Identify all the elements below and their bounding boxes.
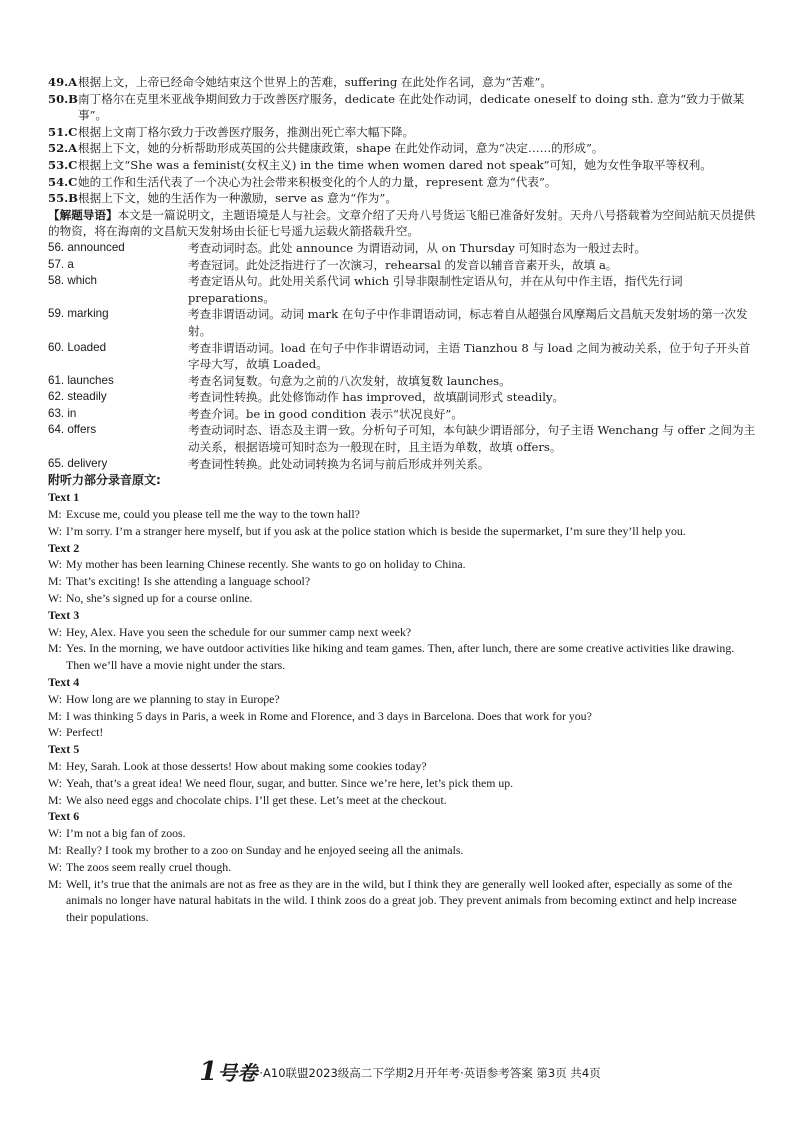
answer-explanation: 考查动词时态、语态及主谓一致。分析句子可知，本句缺少谓语部分，句子主语 Wenchang 与 offer 之间为主动关系，根据语境可知时态为一般现在时，且主语为单数，故填 offers。 (188, 423, 756, 455)
answer-word: 62. steadily (48, 390, 107, 404)
guide-text: 本文是一篇说明文，主题语境是人与社会。文章介绍了天舟八号货运飞船已准备好发射。天舟八号搭载着为空间站航天员提供的物资，将在海南的文昌航天发射场由长征七号遥九运载火箭搭载升空。 (48, 207, 756, 239)
answer-number: 52.A (48, 141, 78, 156)
dialogue-text: Well, it’s true that the animals are not as free as they are in the wild, but I think they are generally well looked after, especially as some of the animals no longer have natural habitats in the wild. I think zoos do a great job. They prevent animals from becoming extinct and help increase their populations. (66, 876, 737, 925)
dialogue-line (48, 792, 756, 809)
answer-item (48, 422, 756, 455)
answer-explanation: 根据上文“She was a feminist(女权主义) in the time when women dared not speak”可知，她为女性争取平等权利。 (78, 157, 712, 172)
dialogue-text: No, she’s signed up for a course online. (66, 591, 253, 606)
dialogue-line (48, 624, 756, 641)
dialogue-text: I’m sorry. I’m a stranger here myself, but if you ask at the police station which is beside the supermarket, I’m sure they’ll help you. (66, 523, 686, 538)
transcript-title: Text 3 (48, 607, 80, 622)
dialogue-line (48, 523, 756, 540)
page-footer (0, 1057, 800, 1087)
answer-explanation: 南丁格尔在克里米亚战争期间致力于改善医疗服务，dedicate 在此处作动词，dedicate oneself to doing sth. 意为“致力于做某事”。 (78, 91, 745, 123)
answer-item (48, 124, 756, 141)
answer-item (48, 157, 756, 174)
speaker-label: W: (48, 775, 62, 790)
speaker-label: W: (48, 523, 62, 538)
speaker-label: M: (48, 574, 62, 589)
answer-word: 63. in (48, 406, 77, 420)
speaker-label: W: (48, 826, 62, 841)
answer-item (48, 257, 756, 274)
answer-explanation: 她的工作和生活代表了一个决心为社会带来积极变化的个人的力量，represent 意为“代表”。 (78, 174, 557, 189)
answer-item (48, 406, 756, 423)
dialogue-text: How long are we planning to stay in Europe? (66, 691, 280, 706)
answer-item (48, 240, 756, 257)
answer-word: 56. announced (48, 240, 125, 254)
speaker-label: W: (48, 859, 62, 874)
guide-tag: 【解题导语】 (48, 207, 118, 222)
dialogue-text: The zoos seem really cruel though. (66, 859, 232, 874)
answer-explanation: 考查动词时态。此处 announce 为谓语动词，从 on Thursday 可知时态为一般过去时。 (188, 240, 647, 255)
answers-section-grammar (48, 240, 756, 472)
dialogue-text: I’m not a big fan of zoos. (66, 826, 186, 841)
speaker-label: M: (48, 759, 62, 773)
dialogue-text: Really? I took my brother to a zoo on Sunday and he enjoyed seeing all the animals. (66, 842, 464, 857)
dialogue-line (48, 842, 756, 859)
dialogue-text: Hey, Alex. Have you seen the schedule for our summer camp next week? (66, 624, 412, 639)
answer-explanation: 考查定语从句。此处用关系代词 which 引导非限制性定语从句，并在从句中作主语，指代先行词 preparations。 (188, 274, 683, 305)
dialogue-line (48, 691, 756, 708)
transcript-title: Text 4 (48, 675, 80, 690)
dialogue-text: That’s exciting! Is she attending a language school? (66, 574, 311, 589)
answer-explanation: 考查冠词。此处泛指进行了一次演习，rehearsal 的发音以辅音音素开头，故填 a。 (188, 257, 618, 272)
answer-number: 54.C (48, 174, 78, 189)
dialogue-text: My mother has been learning Chinese recently. She wants to go on holiday to China. (66, 557, 466, 572)
answer-item (48, 389, 756, 406)
dialogue-line (48, 573, 756, 590)
answer-word: 57. a (48, 257, 74, 271)
answer-item (48, 456, 756, 473)
answer-explanation: 考查非谓语动词。动词 mark 在句子中作非谓语动词，标志着自从超强台风摩羯后文昌航天发射场的第一次发射。 (188, 307, 748, 338)
dialogue-line (48, 506, 756, 523)
dialogue-line (48, 775, 756, 792)
answer-explanation: 根据上下文，她的分析帮助形成英国的公共健康政策，shape 在此处作动词，意为“决定……的形成”。 (78, 141, 604, 156)
answer-word: 58. which (48, 274, 97, 288)
speaker-label: M: (48, 641, 62, 656)
answer-explanation: 考查介词。be in good condition 表示“状况良好”。 (188, 406, 463, 421)
dialogue-text: Perfect! (66, 725, 104, 740)
answer-key-page (48, 74, 756, 926)
answer-explanation: 根据上下文，她的生活作为一种激励，serve as 意为“作为”。 (78, 191, 397, 206)
answer-number: 53.C (48, 157, 78, 172)
answer-word: 64. offers (48, 423, 97, 437)
dialogue-line (48, 859, 756, 876)
transcript-title: Text 6 (48, 809, 80, 824)
listening-transcripts (48, 489, 756, 926)
dialogue-line (48, 825, 756, 842)
dialogue-line (48, 708, 756, 725)
answer-number: 55.B (48, 191, 78, 206)
answer-word: 61. launches (48, 373, 114, 387)
dialogue-text: Yes. In the morning, we have outdoor activities like hiking and team games. Then, after lunch, there are some creative activities like drawing. Then we’ll have a movie night under the stars. (66, 641, 735, 673)
speaker-label: M: (48, 876, 62, 891)
dialogue-line (48, 724, 756, 741)
answer-item (48, 190, 756, 207)
transcript-title: Text 1 (48, 490, 80, 505)
answer-item (48, 140, 756, 157)
publisher-logo: 1号卷 (199, 1057, 258, 1087)
answer-item (48, 74, 756, 91)
speaker-label: M: (48, 792, 62, 807)
speaker-label: M: (48, 708, 62, 723)
answer-number: 50.B (48, 91, 78, 106)
footer-text: ·A10联盟2023级高二下学期2月开年考·英语参考答案 第3页 共4页 (259, 1066, 601, 1080)
dialogue-line (48, 876, 756, 926)
answer-item (48, 373, 756, 390)
answers-section-cloze (48, 74, 756, 207)
answer-explanation: 根据上文南丁格尔致力于改善医疗服务，推测出死亡率大幅下降。 (78, 124, 415, 139)
dialogue-text: Yeah, that’s a great idea! We need flour, sugar, and butter. Since we’re here, let’s pick them up. (66, 775, 514, 790)
dialogue-text: We also need eggs and chocolate chips. I’ll get these. Let’s meet at the checkout. (66, 792, 447, 807)
answer-item (48, 273, 756, 306)
speaker-label: W: (48, 725, 62, 740)
dialogue-text: Excuse me, could you please tell me the way to the town hall? (66, 507, 360, 522)
dialogue-text: I was thinking 5 days in Paris, a week in Rome and Florence, and 3 days in Barcelona. Does that work for you? (66, 708, 592, 723)
speaker-label: M: (48, 507, 62, 522)
passage-guide (48, 207, 756, 240)
answer-number: 49.A (48, 75, 78, 89)
answer-item (48, 340, 756, 373)
speaker-label: W: (48, 624, 62, 639)
transcript-title: Text 2 (48, 540, 80, 555)
answer-word: 65. delivery (48, 456, 108, 470)
answer-explanation: 考查名词复数。句意为之前的八次发射，故填复数 launches。 (188, 373, 511, 388)
dialogue-line (48, 758, 756, 775)
speaker-label: W: (48, 691, 62, 706)
answer-explanation: 考查词性转换。此处修饰动作 has improved，故填副词形式 steadily。 (188, 390, 565, 405)
dialogue-line (48, 556, 756, 573)
answer-item (48, 91, 756, 124)
dialogue-line (48, 590, 756, 607)
answer-word: 59. marking (48, 307, 109, 321)
answer-word: 60. Loaded (48, 340, 107, 354)
speaker-label: M: (48, 842, 62, 857)
answer-explanation: 根据上文，上帝已经命令她结束这个世界上的苦难，suffering 在此处作名词，意为“苦难”。 (78, 75, 552, 89)
speaker-label: W: (48, 557, 62, 572)
dialogue-line (48, 640, 756, 674)
answer-item (48, 174, 756, 191)
transcript-heading: 附听力部分录音原文: (48, 473, 161, 488)
answer-number: 51.C (48, 124, 78, 139)
speaker-label: W: (48, 591, 62, 606)
transcript-title: Text 5 (48, 742, 80, 757)
answer-item (48, 306, 756, 339)
answer-explanation: 考查非谓语动词。load 在句子中作非谓语动词，主语 Tianzhou 8 与 load 之间为被动关系，位于句子开头首字母大写，故填 Loaded。 (188, 340, 751, 372)
dialogue-text: Hey, Sarah. Look at those desserts! How about making some cookies today? (66, 759, 427, 773)
answer-explanation: 考查词性转换。此处动词转换为名词与前后形成并列关系。 (188, 456, 490, 471)
